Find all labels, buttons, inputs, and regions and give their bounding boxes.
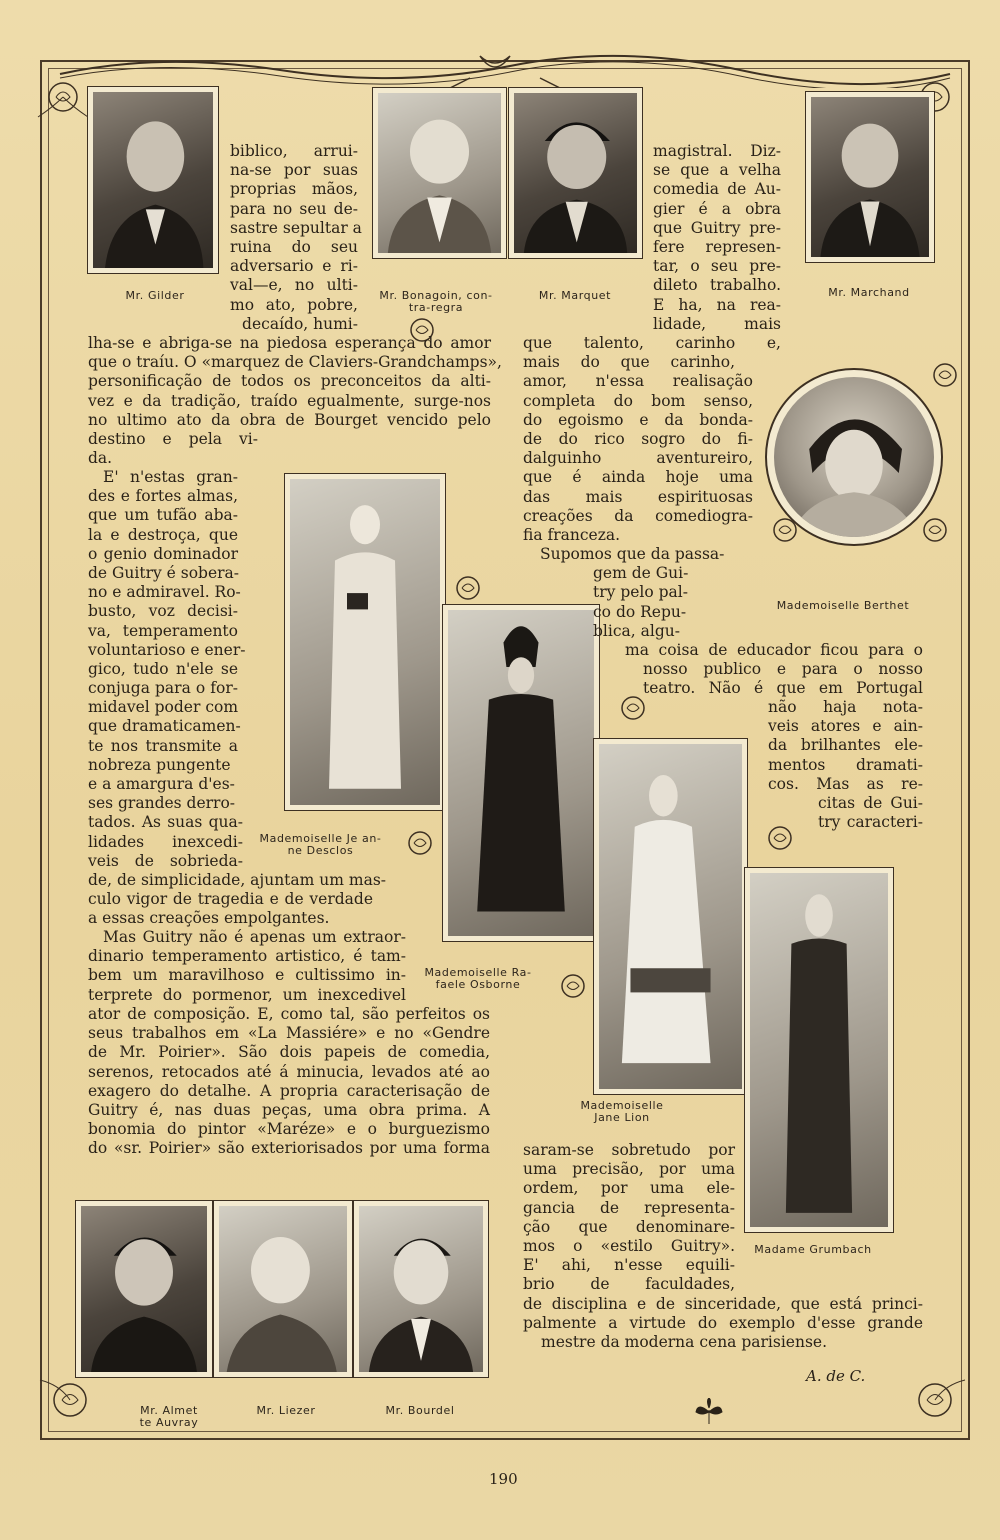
caption-marchand: Mr. Marchand — [828, 286, 910, 299]
photo-madame-grumbach — [744, 867, 894, 1233]
portrait-bourdel — [353, 1200, 489, 1378]
portrait-marquet — [508, 87, 643, 259]
photo-rafaele-osborne — [442, 604, 600, 942]
portrait-berthet — [765, 368, 943, 546]
caption-bonagoin: Mr. Bonagoin, con- tra-regra — [379, 289, 493, 314]
text-left-wide: lha-se e abriga-se na piedosa esperança do amor que o traíu. O «marquez de Claviers-Grandchamps», personificação de todos os preconceitos da alti- vez e da tradição, traído egualmente, surge-nos no ultimo ato da obra de Bourget vencido pelo destino e pela vi- da. — [88, 334, 502, 468]
text-right-mid-4: não haja nota- veis atores e ain- da brilhantes ele- mentos dramati- cos. Mas as re- citas de Gui- try caracteri- — [768, 698, 923, 832]
photo-jane-lion — [593, 738, 748, 1095]
caption-liezer: Mr. Liezer — [256, 1404, 316, 1417]
caption-bourdel: Mr. Bourdel — [385, 1404, 455, 1417]
text-right-mid-2: Supomos que da passa- gem de Gui- try pelo pal- co do Repu- blica, algu- — [540, 545, 725, 640]
caption-berthet: Mademoiselle Berthet — [776, 599, 910, 612]
caption-lion: Mademoiselle Jane Lion — [580, 1099, 664, 1124]
portrait-liezer — [213, 1200, 353, 1378]
text-col-top-left: biblico, arrui- na-se por suas proprias mãos, para no seu de- sastre sepultar a ruina do seu adversario e ri- val—e, no ulti- mo ato, pobre, decaído, humi- — [230, 142, 362, 333]
text-right-bottom-2: de disciplina e de sinceridade, que está princi- palmente a virtude do exemplo d'esse grande mestre da moderna cena parisiense. — [523, 1295, 923, 1352]
text-left-narrow: E' n'estas gran- des e fortes almas, que um tufão aba- la e destroça, que o genio dominador de Guitry é sobera- no e admiravel. Ro- busto, voz decisi- va, temperamento voluntarioso e ener- gico, tudo n'ele se conjuga para o for- midavel poder com que dramaticamen- te nos transmite a nobreza pungente e a amargura d'es- ses grandes derro- tados. As suas qua- lidades inexcedi- veis de sobrieda- — [88, 468, 246, 870]
author-signature: A. de C. — [806, 1367, 866, 1385]
text-right-mid-3: ma coisa de educador ficou para o nosso publico e para o nosso teatro. Não é que em Portugal — [625, 641, 923, 698]
portrait-almet-auvray — [75, 1200, 213, 1378]
rose-ornament-bottom-right — [895, 1360, 975, 1440]
portrait-marchand — [805, 91, 935, 263]
text-col-top-right: magistral. Diz- se que a velha comedia de Au- gier é a obra que Guitry pre- fere represen- tar, o seu pre- dileto trabalho. E ha, na rea- lidade, mais — [653, 142, 781, 333]
text-left-wide-3: Mas Guitry não é apenas um extraor- dinario temperamento artistico, é tam- bem um maravilhoso e cultissimo in- terprete do pormenor, um inexcedivel — [88, 928, 406, 1004]
caption-desclos: Mademoiselle Je an- ne Desclos — [259, 832, 382, 857]
text-left-wide-2: de, de simplicidade, ajuntam um mas- culo vigor de tragedia e de verdade a essas creações empolgantes. — [88, 871, 387, 928]
text-left-wide-4: ator de composição. E, como tal, são perfeitos os seus trabalhos em «La Massiére» e no «Gendre de Mr. Poirier». São dois papeis de comedia, serenos, retocados até á minucia, levados até ao exagero do detalhe. A propria caracterisação de Guitry é, nas duas peças, uma obra prima. A bonomia do pintor «Maréze» e o burguezismo do «sr. Poirier» são exteriorisados por uma forma — [88, 1005, 490, 1158]
page-number: 190 — [489, 1470, 518, 1488]
caption-grumbach: Madame Grumbach — [754, 1243, 872, 1256]
portrait-gilder — [87, 86, 219, 274]
photo-jeanne-desclos — [284, 473, 446, 811]
text-right-mid: que talento, carinho e, mais do que carinho, amor, n'essa realisação completa do bom senso, do egoismo e da bonda- de do rico sogro do fi- dalguinho aventureiro, que é ainda hoje uma das mais espirituosas creações da comediogra- fia franceza. — [523, 334, 781, 544]
caption-auvray: Mr. Almet te Auvray — [139, 1404, 199, 1429]
caption-marquet: Mr. Marquet — [538, 289, 612, 302]
caption-osborne: Mademoiselle Ra- faele Osborne — [424, 966, 532, 991]
rose-ornament-stairs-3 — [392, 815, 448, 871]
portrait-bonagoin — [372, 87, 507, 259]
caption-gilder: Mr. Gilder — [125, 289, 185, 302]
text-right-bottom: saram-se sobretudo por uma precisão, por uma ordem, por uma ele- gancia de representa- ção que denominare- mos o «estilo Guitry». E' ahi, n'esse equili- brio de faculdades, — [523, 1141, 735, 1294]
ribbon-ornament-top — [40, 48, 970, 88]
leaf-ornament — [692, 1398, 726, 1426]
